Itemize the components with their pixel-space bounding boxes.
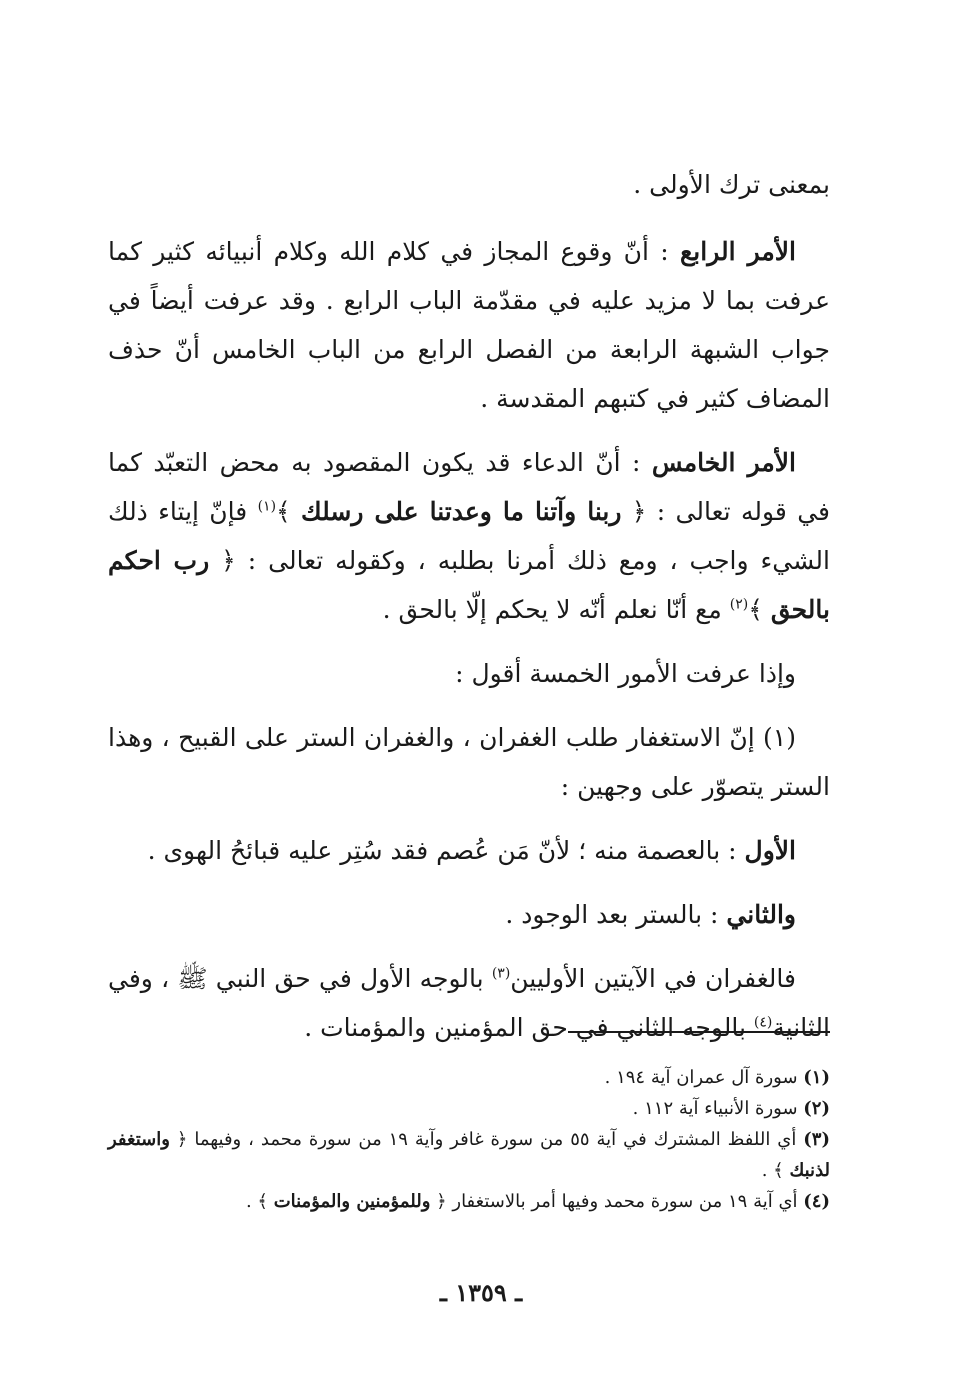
- paragraph-text: : أنّ وقوع المجاز في كلام الله وكلام أنبيائه كثير كما عرفت بما لا مزيد عليه في مقدّمة الباب الرابع . وقد عرفت أيضاً في جواب الشبهة الرابعة من الفصل الرابع من الباب الخامس أنّ حذف المضاف كثير في كتبهم المقدسة .: [108, 237, 830, 413]
- main-text: [108, 160, 830, 1067]
- quran-quote: رب احكم بالحق: [108, 546, 830, 624]
- footnote-ref: (١): [257, 498, 277, 515]
- footnote: [108, 1062, 830, 1093]
- footnote-divider: [568, 1031, 830, 1033]
- paragraph-heading: الأمر الرابع: [679, 237, 796, 266]
- footnote-number: (٣): [803, 1129, 830, 1150]
- paragraph-text: ﴾: [748, 595, 771, 624]
- paragraph-second-aspect: [108, 890, 830, 939]
- footnote-ref: (٤): [753, 1014, 773, 1031]
- paragraph-heading: الأول: [744, 836, 796, 865]
- footnote-text: أي آية ١٩ من سورة محمد وفيها أمر بالاستغفار ﴿: [430, 1191, 804, 1212]
- paragraph-fifth-matter: [108, 438, 830, 634]
- footnotes: [108, 1062, 830, 1217]
- paragraph-text: بمعنى ترك الأولى .: [633, 170, 830, 199]
- quran-quote: واستغفر لذنبك: [108, 1129, 830, 1181]
- paragraph-text: مع أنّا نعلم أنّه لا يحكم إلّا بالحق .: [382, 595, 730, 624]
- paragraph-conclusion: [108, 954, 830, 1052]
- footnote-number: (٢): [803, 1098, 830, 1119]
- paragraph-intro: [108, 649, 830, 698]
- paragraph-continuation: [108, 160, 830, 209]
- paragraph-istighfar: [108, 713, 830, 811]
- footnote-text: سورة آل عمران آية ١٩٤ .: [604, 1067, 804, 1088]
- paragraph-text: فإنّ إيتاء ذلك الشيء واجب ، ومع ذلك أمرنا بطلبه ، وكقوله تعالى : ﴿: [108, 497, 830, 575]
- footnote-ref: (٢): [729, 596, 749, 613]
- paragraph-text: : بالستر بعد الوجود .: [505, 900, 727, 929]
- footnote-text: ﴾ .: [245, 1191, 274, 1212]
- footnote-ref: (٣): [491, 965, 511, 982]
- quran-quote: ربنا وآتنا ما وعدتنا على رسلك: [301, 497, 622, 526]
- paragraph-heading: الأمر الخامس: [651, 448, 796, 477]
- footnote: [108, 1186, 830, 1217]
- footnote: [108, 1124, 830, 1186]
- footnote-number: (١): [803, 1067, 830, 1088]
- paragraph-text: فالغفران في الآيتين الأوليين: [510, 964, 796, 993]
- paragraph-text: بالوجه الأول في حق النبي ﷺ ، وفي الثانية: [108, 964, 830, 1042]
- paragraph-first-aspect: [108, 826, 830, 875]
- page-number: ـ ١٣٥٩ ـ: [439, 1278, 523, 1307]
- quran-quote: وللمؤمنين والمؤمنات: [273, 1191, 431, 1212]
- paragraph-text: وإذا عرفت الأمور الخمسة أقول :: [455, 659, 796, 688]
- footnote-text: أي اللفظ المشترك في آية ٥٥ من سورة غافر وآية ١٩ من سورة محمد ، وفيهما ﴿: [169, 1129, 804, 1150]
- paragraph-heading: والثاني: [726, 900, 796, 929]
- paragraph-text: : بالعصمة منه ؛ لأنّ مَن عُصم فقد سُتِر عليه قبائحُ الهوى .: [147, 836, 745, 865]
- footnote-number: (٤): [803, 1191, 830, 1212]
- paragraph-fourth-matter: [108, 227, 830, 423]
- paragraph-text: بالوجه الثاني في حق المؤمنين والمؤمنات .: [304, 1013, 754, 1042]
- footnote-text: سورة الأنبياء آية ١١٢ .: [632, 1098, 804, 1119]
- footnote: [108, 1093, 830, 1124]
- paragraph-text: ﴾: [276, 497, 302, 526]
- paragraph-text: (١) إنّ الاستغفار طلب الغفران ، والغفران الستر على القبيح ، وهذا الستر يتصوّر على وجهين :: [108, 723, 830, 801]
- footnote-text: ﴾ .: [761, 1160, 790, 1181]
- paragraph-text: : أنّ الدعاء قد يكون المقصود به محض التعبّد كما في قوله تعالى : ﴿: [108, 448, 830, 526]
